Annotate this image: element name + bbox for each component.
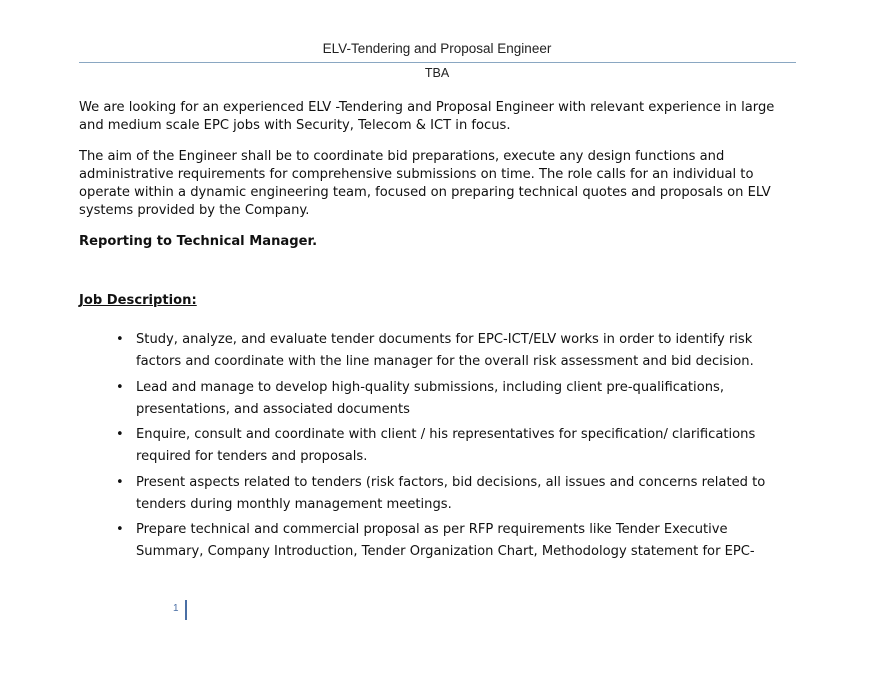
text-line: presentations, and associated documents bbox=[136, 401, 410, 417]
job-description-list bbox=[116, 329, 806, 567]
text-line: Present aspects related to tenders (risk factors, bid decisions, all issues and concerns related to bbox=[136, 474, 766, 490]
list-item bbox=[116, 424, 806, 468]
page-number-bar bbox=[185, 600, 187, 620]
text-line: Summary, Company Introduction, Tender Organization Chart, Methodology statement for EPC- bbox=[136, 544, 755, 559]
text-line: tenders during monthly management meetings. bbox=[136, 496, 452, 512]
bullet-icon: • bbox=[116, 474, 124, 490]
bullet-icon: • bbox=[116, 332, 124, 347]
text-line: Lead and manage to develop high-quality submissions, including client pre-qualifications, bbox=[136, 379, 724, 395]
job-description-heading: Job Description: bbox=[79, 293, 197, 308]
text-line: Prepare technical and commercial proposal as per RFP requirements like Tender Executive bbox=[136, 522, 728, 537]
header-divider bbox=[79, 62, 796, 63]
document-header-title: ELV-Tendering and Proposal Engineer bbox=[322, 41, 552, 56]
text-line: administrative requirements for comprehensive submissions on time. The role calls for an individual to bbox=[79, 167, 754, 182]
list-item bbox=[116, 377, 806, 421]
list-item bbox=[116, 472, 806, 516]
text-line: The aim of the Engineer shall be to coordinate bid preparations, execute any design functions and bbox=[79, 149, 725, 164]
page-number: 1 bbox=[173, 603, 179, 614]
bullet-icon: • bbox=[116, 427, 124, 442]
text-line: We are looking for an experienced ELV -Tendering and Proposal Engineer with relevant experience in large bbox=[79, 100, 775, 115]
list-item bbox=[116, 519, 806, 563]
reporting-line: Reporting to Technical Manager. bbox=[79, 234, 318, 249]
text-line: required for tenders and proposals. bbox=[136, 449, 368, 464]
text-line: Enquire, consult and coordinate with client / his representatives for specification/ clarifications bbox=[136, 427, 756, 442]
list-item bbox=[116, 329, 806, 373]
bullet-icon: • bbox=[116, 379, 124, 395]
text-line: systems provided by the Company. bbox=[79, 203, 310, 218]
text-line: and medium scale EPC jobs with Security, Telecom & ICT in focus. bbox=[79, 118, 511, 133]
bullet-icon: • bbox=[116, 522, 124, 537]
text-line: Study, analyze, and evaluate tender documents for EPC-ICT/ELV works in order to identify risk bbox=[136, 332, 753, 347]
intro-paragraph-1 bbox=[79, 99, 799, 135]
document-header-subtitle: TBA bbox=[424, 66, 450, 80]
text-line: operate within a dynamic engineering team, focused on preparing technical quotes and proposals on ELV bbox=[79, 185, 771, 200]
text-line: factors and coordinate with the line manager for the overall risk assessment and bid decision. bbox=[136, 354, 754, 369]
intro-paragraph-2 bbox=[79, 148, 799, 220]
